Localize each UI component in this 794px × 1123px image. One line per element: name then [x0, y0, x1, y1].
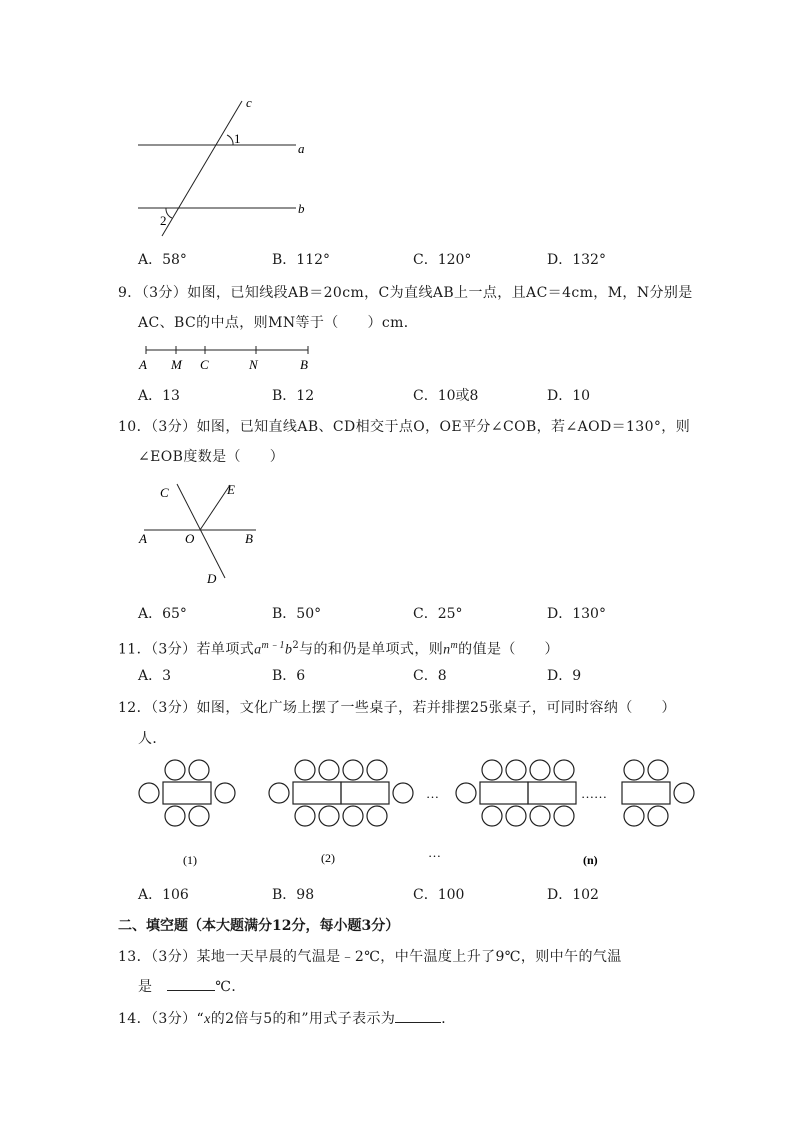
section-title-fill-in: 二、填空题（本大题满分12分，每小题3分） [118, 918, 400, 934]
q9-option-c[interactable]: C．10或8 [413, 388, 479, 404]
ellipsis-between: … [426, 786, 439, 801]
q13-suffix: ℃． [215, 979, 246, 995]
tables-chairs-figure [135, 755, 700, 870]
line-c [162, 101, 242, 236]
ray-oe [200, 485, 230, 530]
q8-option-d[interactable]: D．132° [547, 252, 606, 268]
q10-option-c[interactable]: C．25° [413, 606, 463, 622]
point-a-label: A [139, 357, 147, 372]
q14-var-x: x [204, 1012, 211, 1027]
label-a: a [298, 141, 305, 156]
label-b: b [298, 201, 305, 216]
figure-label-2: (2) [321, 851, 335, 865]
q10-stem-line1: 10．（3分）如图，已知直线AB、CD相交于点O，OE平分∠COB，若∠AOD＝130°，则 [118, 419, 691, 435]
q14-suffix: ． [441, 1011, 456, 1027]
q11-var-b: b [284, 642, 293, 658]
q12-stem-line2: 人． [138, 731, 167, 747]
q12-option-a[interactable]: A．106 [138, 887, 189, 903]
label-2: 2 [160, 213, 167, 228]
point-a-label: A [139, 531, 147, 546]
q11-option-c[interactable]: C．8 [413, 668, 447, 684]
figure-label-1: (1) [183, 853, 197, 867]
q11-suffix: 的值是（ ） [458, 641, 559, 658]
q14-stem [118, 1008, 456, 1028]
q13-prefix: 是 [138, 979, 153, 995]
point-b-label: B [245, 531, 253, 546]
segment-figure [136, 340, 326, 374]
q11-var-n: n [443, 642, 451, 658]
point-m-label: M [171, 357, 182, 372]
angle-2-arc [166, 208, 172, 218]
q11-exp-3: m [450, 640, 459, 651]
q8-option-c[interactable]: C．120° [413, 252, 472, 268]
q9-stem-line1: 9．（3分）如图，已知线段AB＝20cm，C为直线AB上一点，且AC＝4cm，M，N分别是 [118, 285, 693, 301]
q9-option-b[interactable]: B．12 [272, 388, 315, 404]
q12-stem-line1: 12．（3分）如图，文化广场上摆了一些桌子，若并排摆25张桌子，可同时容纳（ ） [118, 700, 676, 716]
q11-prefix: 11．（3分）若单项式 [118, 641, 255, 658]
q9-stem-line2: AC、BC的中点，则MN等于（ ）cm． [138, 315, 419, 331]
q11-var-a: a [254, 642, 262, 658]
q14-answer-blank[interactable] [395, 1008, 441, 1023]
q12-option-b[interactable]: B．98 [272, 887, 315, 903]
q10-stem-line2: ∠EOB度数是（ ） [138, 449, 285, 465]
label-c: c [246, 95, 252, 110]
angle-1-arc [227, 135, 233, 145]
q8-option-a[interactable]: A．58° [138, 252, 187, 268]
q11-option-b[interactable]: B．6 [272, 668, 306, 684]
point-c-label: C [160, 485, 169, 500]
q9-option-a[interactable]: A．13 [138, 388, 180, 404]
label-1: 1 [234, 131, 241, 146]
q9-option-d[interactable]: D．10 [547, 388, 591, 404]
point-n-label: N [249, 357, 258, 372]
point-c-label: C [200, 357, 209, 372]
point-e-label: E [227, 482, 235, 497]
q11-option-d[interactable]: D．9 [547, 668, 582, 684]
q14-middle: 的2倍与5的和”用式子表示为 [210, 1011, 396, 1027]
intersecting-lines-figure [130, 475, 270, 590]
q10-option-b[interactable]: B．50° [272, 606, 322, 622]
q12-option-d[interactable]: D．102 [547, 887, 599, 903]
q11-stem [118, 636, 559, 659]
q11-middle: 与的和仍是单项式，则 [299, 641, 444, 658]
point-b-label: B [300, 357, 308, 372]
q11-exp-2: 2 [292, 640, 300, 651]
q11-exp-1: m﹣1 [261, 640, 285, 651]
parallel-lines-figure [130, 95, 320, 245]
q14-prefix: 14．（3分）“ [118, 1011, 205, 1027]
q8-option-b[interactable]: B．112° [272, 252, 331, 268]
ellipsis-inside: …… [581, 786, 607, 801]
q10-option-a[interactable]: A．65° [138, 606, 187, 622]
q10-option-d[interactable]: D．130° [547, 606, 606, 622]
q12-option-c[interactable]: C．100 [413, 887, 465, 903]
point-d-label: D [207, 571, 217, 586]
q13-stem-line1: 13．（3分）某地一天早晨的气温是﹣2℃，中午温度上升了9℃，则中午的气温 [118, 949, 622, 965]
q13-answer-blank[interactable] [167, 976, 215, 991]
ellipsis-under: … [428, 845, 441, 860]
q13-stem-line2 [138, 976, 246, 996]
figure-label-n: (n) [583, 853, 598, 867]
point-o-label: O [185, 531, 195, 546]
q11-option-a[interactable]: A．3 [138, 668, 172, 684]
